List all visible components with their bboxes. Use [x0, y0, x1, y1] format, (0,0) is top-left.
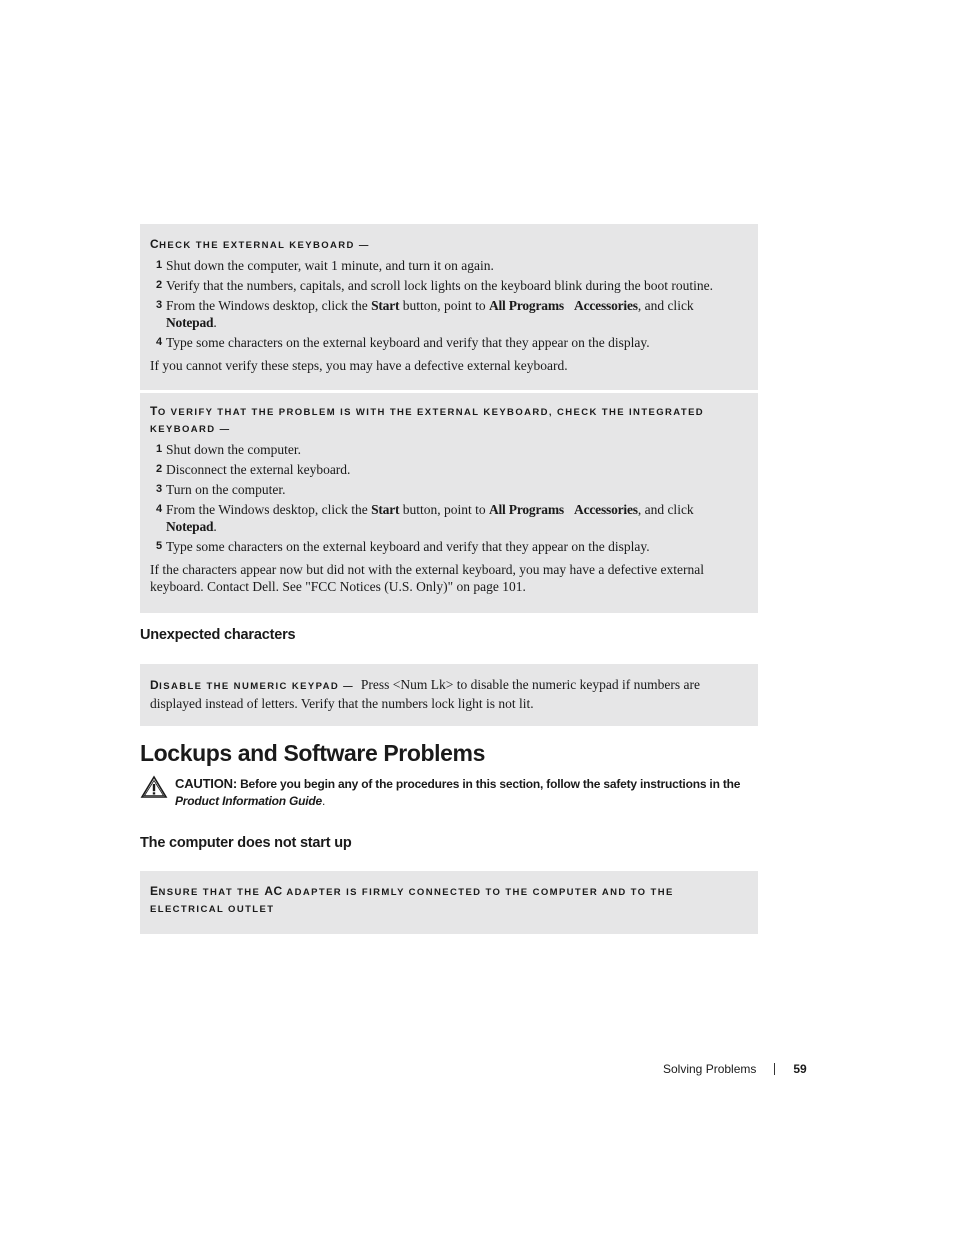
section-heading-unexpected-characters: Unexpected characters [140, 627, 296, 643]
box-heading: DISABLE THE NUMERIC KEYPAD — [150, 678, 355, 692]
warning-triangle-icon [140, 775, 168, 804]
tip-box-verify-keyboard [140, 393, 758, 613]
page-title: Lockups and Software Problems [140, 740, 485, 766]
list-item: 4 Type some characters on the external keyboard and verify that they appear on the display. [156, 335, 650, 350]
box-note: If the characters appear now but did not with the external keyboard, you may have a defective external keyboard. Contact Dell. See "FCC Notices (U.S. Only)" on page 101. [150, 562, 705, 594]
caution-notice [140, 775, 760, 810]
footer-section-name: Solving Problems [663, 1062, 757, 1076]
list-item: 2 Disconnect the external keyboard. [156, 462, 351, 477]
section-heading-computer-does-not-start: The computer does not start up [140, 835, 352, 851]
page-footer [663, 1062, 807, 1076]
box-heading: ENSURE THAT THE AC ADAPTER IS FIRMLY CONNECTED TO THE COMPUTER AND TO THE ELECTRICAL OUTLET [150, 884, 674, 915]
list-item: 2 Verify that the numbers, capitals, and scroll lock lights on the keyboard blink during the boot routine. [156, 278, 714, 293]
tip-box-check-external-keyboard [140, 224, 758, 390]
list-item: 3 Turn on the computer. [156, 482, 286, 497]
box-note: If you cannot verify these steps, you may have a defective external keyboard. [150, 358, 568, 373]
tip-box-ensure-ac-adapter [140, 871, 758, 934]
list-item: 4 From the Windows desktop, click the Start button, point to All Programs Accessories, and click Notepad. [156, 502, 694, 534]
list-item: 1 Shut down the computer. [156, 442, 301, 457]
page-number: 59 [793, 1062, 807, 1076]
caution-text: CAUTION: Before you begin any of the procedures in this section, follow the safety instructions in the Product Information Guide. [175, 776, 741, 808]
list-item: 3 From the Windows desktop, click the Start button, point to All Programs Accessories, and click Notepad. [156, 298, 694, 330]
footer-divider [774, 1063, 775, 1075]
box-text: DISABLE THE NUMERIC KEYPAD — Press <Num Lk> to disable the numeric keypad if numbers are displayed instead of letters. Verify that the numbers lock light is not lit. [150, 677, 700, 711]
tip-box-disable-numeric-keypad [140, 664, 758, 726]
box-heading: TO VERIFY THAT THE PROBLEM IS WITH THE EXTERNAL KEYBOARD, CHECK THE INTEGRATED KEYBOARD — [150, 404, 705, 435]
list-item: 5 Type some characters on the external keyboard and verify that they appear on the display. [156, 539, 650, 554]
box-heading: CHECK THE EXTERNAL KEYBOARD — [150, 237, 370, 251]
list-item: 1 Shut down the computer, wait 1 minute, and turn it on again. [156, 258, 494, 273]
